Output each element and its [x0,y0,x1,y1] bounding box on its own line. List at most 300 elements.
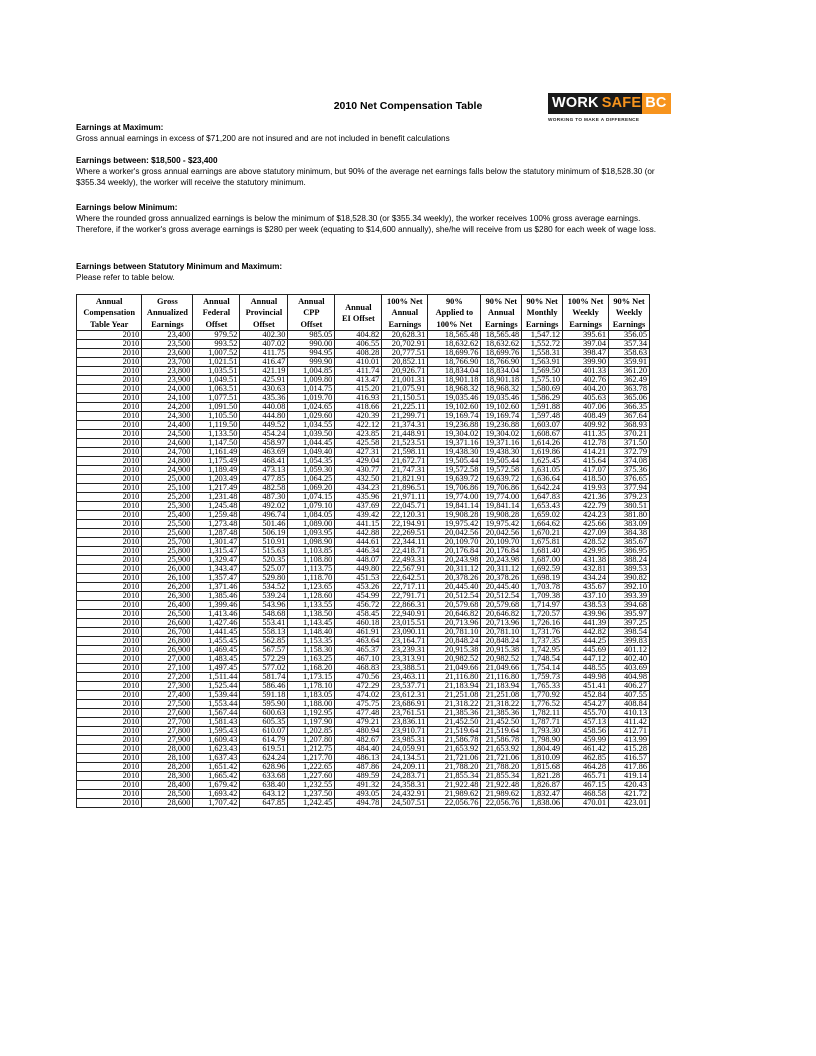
table-cell: 21,989.62 [481,789,522,798]
column-header [240,295,288,331]
table-cell: 27,100 [142,663,193,672]
table-cell: 461.91 [335,627,382,636]
table-cell: 22,418.71 [382,546,428,555]
table-cell: 558.13 [240,627,288,636]
table-cell: 454.99 [335,591,382,600]
table-cell: 1,123.65 [288,582,335,591]
table-cell: 480.94 [335,726,382,735]
table-cell: 628.96 [240,762,288,771]
table-cell: 1,832.47 [522,789,563,798]
table-cell: 2010 [77,366,142,375]
table-cell: 418.50 [563,474,609,483]
table-cell: 23,400 [142,330,193,339]
table-cell: 27,700 [142,717,193,726]
table-row [77,537,650,546]
table-row [77,672,650,681]
table-cell: 21,251.08 [481,690,522,699]
table-cell: 1,687.00 [522,555,563,564]
table-cell: 2010 [77,591,142,600]
table-cell: 457.13 [563,717,609,726]
table-cell: 18,968.32 [481,384,522,393]
table-cell: 408.84 [609,699,650,708]
table-cell: 1,586.29 [522,393,563,402]
table-cell: 20,646.82 [428,609,481,618]
table-cell: 1,188.00 [288,699,335,708]
table-cell: 420.43 [609,780,650,789]
table-cell: 26,700 [142,627,193,636]
table-cell: 2010 [77,717,142,726]
table-cell: 1,287.48 [193,528,240,537]
table-cell: 386.95 [609,546,650,555]
table-cell: 23,600 [142,348,193,357]
table-cell: 419.93 [563,483,609,492]
column-header-line: Earnings [151,319,184,329]
table-cell: 366.35 [609,402,650,411]
table-cell: 414.21 [563,447,609,456]
table-cell: 1,108.80 [288,555,335,564]
table-cell: 1,642.24 [522,483,563,492]
table-cell: 23,900 [142,375,193,384]
table-cell: 591.18 [240,690,288,699]
table-cell: 1,192.95 [288,708,335,717]
table-cell: 470.56 [335,672,382,681]
table-cell: 1,692.59 [522,564,563,573]
table-row [77,339,650,348]
table-cell: 1,217.70 [288,753,335,762]
table-cell: 27,400 [142,690,193,699]
table-cell: 465.37 [335,645,382,654]
table-cell: 395.61 [563,330,609,339]
table-cell: 1,698.19 [522,573,563,582]
table-cell: 2010 [77,690,142,699]
table-cell: 477.48 [335,708,382,717]
table-cell: 24,358.31 [382,780,428,789]
table-cell: 2010 [77,519,142,528]
table-cell: 20,243.98 [428,555,481,564]
table-cell: 19,774.00 [428,492,481,501]
table-cell: 18,766.90 [428,357,481,366]
table-cell: 19,639.72 [481,474,522,483]
column-header-line: Earnings [388,319,422,329]
table-cell: 548.68 [240,609,288,618]
table-cell: 1,054.35 [288,456,335,465]
table-cell: 21,788.20 [428,762,481,771]
table-row [77,447,650,456]
table-row [77,384,650,393]
table-cell: 1,021.51 [193,357,240,366]
table-cell: 1,603.07 [522,420,563,429]
table-cell: 1,609.43 [193,735,240,744]
table-cell: 19,236.88 [428,420,481,429]
table-cell: 23,612.31 [382,690,428,699]
table-cell: 22,056.76 [428,798,481,807]
table-cell: 28,500 [142,789,193,798]
table-cell: 493.05 [335,789,382,798]
table-row [77,789,650,798]
table-cell: 1,147.50 [193,438,240,447]
column-header-line: Earnings [612,319,646,329]
table-cell: 21,747.31 [382,465,428,474]
table-cell: 1,049.40 [288,447,335,456]
table-cell: 20,378.26 [481,573,522,582]
table-row [77,699,650,708]
table-row [77,411,650,420]
table-row [77,348,650,357]
table-cell: 21,672.71 [382,456,428,465]
table-cell: 21,225.11 [382,402,428,411]
column-header-line: Annualized [146,308,188,318]
table-cell: 384.38 [609,528,650,537]
section-earnings-at-maximum [76,123,656,145]
table-cell: 442.88 [335,528,382,537]
table-cell: 2010 [77,735,142,744]
table-cell: 1,793.30 [522,726,563,735]
table-cell: 20,109.70 [481,537,522,546]
table-cell: 377.94 [609,483,650,492]
table-cell: 2010 [77,546,142,555]
table-cell: 18,632.62 [481,339,522,348]
logo-wordmark [548,93,667,114]
table-cell: 448.55 [563,663,609,672]
table-cell: 2010 [77,564,142,573]
table-cell: 20,777.51 [382,348,428,357]
table-cell: 408.28 [335,348,382,357]
table-cell: 1,175.49 [193,456,240,465]
table-cell: 20,512.54 [481,591,522,600]
table-cell: 1,301.47 [193,537,240,546]
table-cell: 1,525.44 [193,681,240,690]
table-cell: 486.13 [335,753,382,762]
table-cell: 449.80 [335,564,382,573]
table-cell: 470.01 [563,798,609,807]
table-cell: 1,118.70 [288,573,335,582]
table-cell: 19,908.28 [481,510,522,519]
table-cell: 21,586.78 [428,735,481,744]
table-cell: 506.19 [240,528,288,537]
table-cell: 1,227.60 [288,771,335,780]
table-cell: 1,091.50 [193,402,240,411]
table-cell: 1,679.42 [193,780,240,789]
table-cell: 465.71 [563,771,609,780]
table-cell: 18,565.48 [428,330,481,339]
table-cell: 379.23 [609,492,650,501]
table-cell: 572.29 [240,654,288,663]
table-cell: 1,787.71 [522,717,563,726]
table-cell: 1,163.25 [288,654,335,663]
table-cell: 365.06 [609,393,650,402]
table-cell: 27,600 [142,708,193,717]
column-header [193,295,240,331]
table-cell: 21,653.92 [481,744,522,753]
column-header-line: Applied to [435,308,474,318]
table-cell: 435.96 [335,492,382,501]
table-cell: 1,838.06 [522,798,563,807]
table-cell: 409.92 [563,420,609,429]
table-cell: 408.49 [563,411,609,420]
table-cell: 26,100 [142,573,193,582]
table-cell: 429.95 [563,546,609,555]
table-cell: 24,400 [142,420,193,429]
table-cell: 1,821.28 [522,771,563,780]
table-cell: 459.99 [563,735,609,744]
table-cell: 422.12 [335,420,382,429]
table-cell: 22,866.31 [382,600,428,609]
table-cell: 1,619.86 [522,447,563,456]
table-cell: 1,591.88 [522,402,563,411]
table-cell: 22,940.91 [382,609,428,618]
table-cell: 19,639.72 [428,474,481,483]
table-cell: 1,133.55 [288,600,335,609]
section-earnings-statutory [76,262,656,284]
table-cell: 1,563.91 [522,357,563,366]
table-cell: 358.63 [609,348,650,357]
column-header [335,295,382,331]
table-cell: 2010 [77,393,142,402]
table-cell: 438.53 [563,600,609,609]
table-cell: 18,766.90 [481,357,522,366]
table-row [77,420,650,429]
table-cell: 423.85 [335,429,382,438]
table-body [77,330,650,807]
column-header-line: Earnings [569,319,602,329]
table-row [77,492,650,501]
table-cell: 1,119.50 [193,420,240,429]
column-header-line: Weekly [572,308,599,318]
table-cell: 23,388.51 [382,663,428,672]
table-cell: 404.98 [609,672,650,681]
table-cell: 1,197.90 [288,717,335,726]
table-cell: 2010 [77,465,142,474]
table-cell: 1,074.15 [288,492,335,501]
table-cell: 27,000 [142,654,193,663]
table-cell: 482.58 [240,483,288,492]
table-cell: 1,039.50 [288,429,335,438]
table-cell: 1,059.30 [288,465,335,474]
table-cell: 2010 [77,348,142,357]
table-cell: 24,100 [142,393,193,402]
table-cell: 367.64 [609,411,650,420]
table-cell: 28,600 [142,798,193,807]
table-cell: 454.27 [563,699,609,708]
table-cell: 1,034.55 [288,420,335,429]
table-cell: 1,636.64 [522,474,563,483]
table-cell: 23,239.31 [382,645,428,654]
section-heading: Earnings below Minimum: [76,203,178,212]
table-cell: 413.47 [335,375,382,384]
table-cell: 374.08 [609,456,650,465]
table-cell: 397.25 [609,618,650,627]
table-cell: 439.42 [335,510,382,519]
table-cell: 21,855.34 [481,771,522,780]
table-cell: 398.54 [609,627,650,636]
table-cell: 424.23 [563,510,609,519]
table-cell: 461.42 [563,744,609,753]
table-cell: 1,245.48 [193,501,240,510]
table-cell: 472.29 [335,681,382,690]
table-cell: 1,133.50 [193,429,240,438]
table-cell: 21,374.31 [382,420,428,429]
table-cell: 20,579.68 [481,600,522,609]
column-header-line: Offset [252,319,275,329]
table-cell: 1,273.48 [193,519,240,528]
table-cell: 27,500 [142,699,193,708]
table-cell: 496.74 [240,510,288,519]
table-cell: 22,791.71 [382,591,428,600]
table-cell: 581.74 [240,672,288,681]
table-cell: 399.90 [563,357,609,366]
table-row [77,564,650,573]
table-cell: 2010 [77,708,142,717]
table-cell: 1,693.42 [193,789,240,798]
table-cell: 455.70 [563,708,609,717]
table-cell: 1,183.05 [288,690,335,699]
table-cell: 437.10 [563,591,609,600]
table-cell: 487.30 [240,492,288,501]
column-header-line: Weekly [615,308,643,318]
table-cell: 21,598.11 [382,447,428,456]
table-cell: 23,985.31 [382,735,428,744]
table-cell: 23,500 [142,339,193,348]
table-cell: 999.90 [288,357,335,366]
table-cell: 520.35 [240,555,288,564]
table-cell: 447.12 [563,654,609,663]
table-cell: 482.67 [335,735,382,744]
page-title: 2010 Net Compensation Table [333,100,483,112]
table-row [77,681,650,690]
table-cell: 19,169.74 [428,411,481,420]
logo-bc-text: BC [642,93,670,114]
table-cell: 28,200 [142,762,193,771]
table-row [77,573,650,582]
table-cell: 2010 [77,789,142,798]
table-cell: 21,299.71 [382,411,428,420]
column-header-line: Federal [202,308,231,318]
table-cell: 26,300 [142,591,193,600]
table-cell: 410.01 [335,357,382,366]
table-cell: 993.52 [193,339,240,348]
column-header [428,295,481,331]
table-row [77,636,650,645]
table-cell: 20,852.11 [382,357,428,366]
table-cell: 2010 [77,384,142,393]
table-cell: 2010 [77,609,142,618]
table-cell: 1,455.45 [193,636,240,645]
table-cell: 19,572.58 [428,465,481,474]
table-cell: 24,600 [142,438,193,447]
section-earnings-below-minimum [76,203,656,236]
table-cell: 20,982.52 [481,654,522,663]
table-cell: 357.34 [609,339,650,348]
table-cell: 1,014.75 [288,384,335,393]
table-cell: 1,798.90 [522,735,563,744]
table-row [77,483,650,492]
table-cell: 2010 [77,339,142,348]
table-cell: 1,105.50 [193,411,240,420]
table-cell: 412.71 [609,726,650,735]
table-cell: 1,759.73 [522,672,563,681]
table-cell: 21,896.51 [382,483,428,492]
table-cell: 1,709.38 [522,591,563,600]
table-cell: 25,100 [142,483,193,492]
table-cell: 2010 [77,726,142,735]
table-cell: 487.86 [335,762,382,771]
table-cell: 2010 [77,699,142,708]
table-cell: 452.84 [563,690,609,699]
column-header [522,295,563,331]
table-cell: 26,400 [142,600,193,609]
table-cell: 19,505.44 [428,456,481,465]
table-cell: 643.12 [240,789,288,798]
table-cell: 449.52 [240,420,288,429]
table-cell: 562.85 [240,636,288,645]
table-cell: 1,670.21 [522,528,563,537]
table-cell: 1,810.09 [522,753,563,762]
table-cell: 24,000 [142,384,193,393]
table-cell: 444.80 [240,411,288,420]
table-cell: 1,547.12 [522,330,563,339]
table-row [77,330,650,339]
table-cell: 2010 [77,753,142,762]
section-heading: Earnings between Statutory Minimum and Maximum: [76,262,283,271]
table-cell: 985.05 [288,330,335,339]
table-row [77,438,650,447]
table-cell: 21,075.91 [382,384,428,393]
column-header-line: Earnings [485,319,518,329]
table-cell: 1,804.49 [522,744,563,753]
table-cell: 21,385.36 [481,708,522,717]
table-cell: 1,069.20 [288,483,335,492]
table-cell: 2010 [77,798,142,807]
table-cell: 23,015.51 [382,618,428,627]
table-cell: 421.72 [609,789,650,798]
table-cell: 2010 [77,330,142,339]
table-cell: 458.97 [240,438,288,447]
table-row [77,744,650,753]
table-cell: 2010 [77,627,142,636]
table-cell: 1,659.02 [522,510,563,519]
table-cell: 1,217.49 [193,483,240,492]
table-cell: 20,646.82 [481,609,522,618]
table-cell: 21,049.66 [481,663,522,672]
column-header-line: Annual [345,302,372,312]
section-body: Please refer to table below. [76,272,175,282]
table-cell: 1,765.33 [522,681,563,690]
table-cell: 463.64 [335,636,382,645]
table-cell: 1,754.14 [522,663,563,672]
column-header [481,295,522,331]
table-cell: 1,720.57 [522,609,563,618]
table-cell: 28,400 [142,780,193,789]
table-cell: 24,800 [142,456,193,465]
table-cell: 473.13 [240,465,288,474]
table-cell: 1,089.00 [288,519,335,528]
table-cell: 610.07 [240,726,288,735]
table-cell: 484.40 [335,744,382,753]
table-cell: 21,721.06 [428,753,481,762]
table-row [77,780,650,789]
table-cell: 402.30 [240,330,288,339]
table-cell: 430.63 [240,384,288,393]
table-cell: 398.47 [563,348,609,357]
column-header-line: Monthly [526,308,558,318]
table-cell: 19,304.02 [481,429,522,438]
table-cell: 1,511.44 [193,672,240,681]
table-cell: 2010 [77,429,142,438]
column-header-line: 90% Net [613,297,645,306]
table-cell: 425.91 [240,375,288,384]
table-cell: 1,469.45 [193,645,240,654]
table-cell: 25,300 [142,501,193,510]
